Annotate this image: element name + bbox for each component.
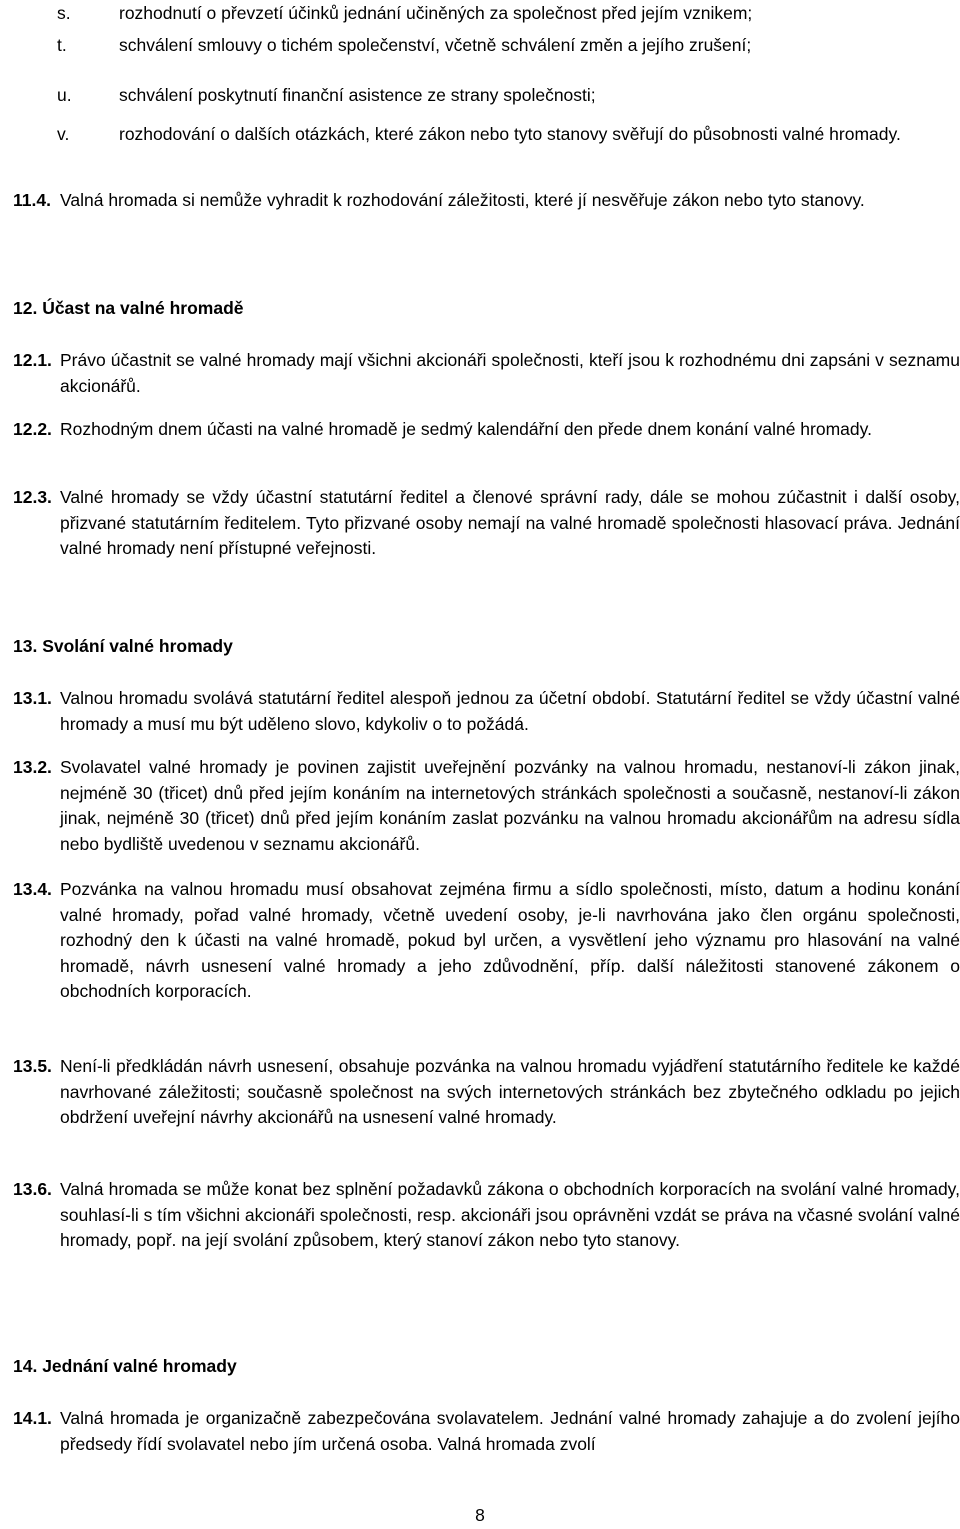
paragraph-text: Valná hromada se může konat bez splnění požadavků zákona o obchodních korporacích na svolání valné hromady, souhlasí-li s tím všichni akcionáři společnosti, resp. akcionáři jsou oprávněni vzdát se práva na včasné svolání valné hromady, popř. na její svolání způsobem, který stanoví zákon nebo tyto stanovy. — [60, 1179, 960, 1250]
paragraph-number: 13.2. — [13, 757, 52, 777]
paragraph-text: Právo účastnit se valné hromady mají všichni akcionáři společnosti, kteří jsou k rozhodnému dni zapsáni v seznamu akcionářů. — [60, 350, 960, 396]
paragraph-text: Valnou hromadu svolává statutární ředitel alespoň jednou za účetní období. Statutární ředitel se vždy účastní valné hromady a musí mu být uděleno slovo, kdykoliv o to požádá. — [60, 688, 960, 734]
paragraph-text: Valné hromady se vždy účastní statutární ředitel a členové správní rady, dále se mohou zúčastnit i další osoby, přizvané statutárním ředitelem. Tyto přizvané osoby nemají na valné hromadě společnosti hlasovací práva. Jednání valné hromady není přístupné veřejnosti. — [60, 487, 960, 558]
paragraph-number: 14.1. — [13, 1408, 52, 1428]
paragraph-number: 13.4. — [13, 879, 52, 899]
list-item-label: u. — [57, 85, 72, 105]
paragraph-text: Valná hromada je organizačně zabezpečována svolavatelem. Jednání valné hromady zahajuje a do zvolení jejího předsedy řídí svolavatel nebo jím určená osoba. Valná hromada zvolí — [60, 1408, 960, 1454]
paragraph-number: 13.5. — [13, 1056, 52, 1076]
list-item-label: v. — [57, 124, 70, 144]
paragraph-number: 11.4. — [13, 190, 51, 210]
section-heading: 12. Účast na valné hromadě — [13, 298, 244, 318]
section-heading: 13. Svolání valné hromady — [13, 636, 233, 656]
paragraph-text: Pozvánka na valnou hromadu musí obsahovat zejména firmu a sídlo společnosti, místo, datum a hodinu konání valné hromady, pořad valné hromady, včetně uvedení osoby, je-li navrhována jako člen orgánu společnosti, rozhodný den k účasti na valné hromadě, pokud byl určen, a vysvětlení jeho významu pro hlasování na valné hromadě, návrh usnesení valné hromady a jeho zdůvodnění, příp. další náležitosti stanovené zákonem o obchodních korporacích. — [60, 879, 960, 1001]
list-item-text: schválení poskytnutí finanční asistence ze strany společnosti; — [119, 85, 596, 105]
paragraph-text: Rozhodným dnem účasti na valné hromadě je sedmý kalendářní den přede dnem konání valné hromady. — [60, 419, 872, 439]
section-heading: 14. Jednání valné hromady — [13, 1356, 237, 1376]
paragraph-number: 13.1. — [13, 688, 52, 708]
paragraph-text: Valná hromada si nemůže vyhradit k rozhodování záležitosti, které jí nesvěřuje zákon nebo tyto stanovy. — [60, 190, 865, 210]
paragraph-number: 12.2. — [13, 419, 52, 439]
paragraph-number: 12.3. — [13, 487, 52, 507]
list-item-label: t. — [57, 35, 67, 55]
list-item-label: s. — [57, 3, 71, 23]
page-number: 8 — [475, 1505, 485, 1525]
list-item-text: schválení smlouvy o tichém společenství, včetně schválení změn a jejího zrušení; — [119, 35, 752, 55]
paragraph-number: 12.1. — [13, 350, 52, 370]
list-item-text: rozhodování o dalších otázkách, které zákon nebo tyto stanovy svěřují do působnosti valné hromady. — [119, 124, 901, 144]
paragraph-text: Svolavatel valné hromady je povinen zajistit uveřejnění pozvánky na valnou hromadu, nestanoví-li zákon jinak, nejméně 30 (třicet) dnů před jejím konáním na internetových stránkách společnosti a současně, nestanoví-li zákon jinak, nejméně 30 (třicet) dnů před jejím konáním zaslat pozvánku na valnou hromadu akcionářům na adresu sídla nebo bydliště uvedenou v seznamu akcionářů. — [60, 757, 960, 854]
paragraph-number: 13.6. — [13, 1179, 52, 1199]
paragraph-text: Není-li předkládán návrh usnesení, obsahuje pozvánka na valnou hromadu vyjádření statutárního ředitele ke každé navrhované záležitosti; současně společnost na svých internetových stránkách bez zbytečného odkladu po jejich obdržení uveřejní návrhy akcionářů na usnesení valné hromady. — [60, 1056, 960, 1127]
list-item-text: rozhodnutí o převzetí účinků jednání učiněných za společnost před jejím vznikem; — [119, 3, 753, 23]
